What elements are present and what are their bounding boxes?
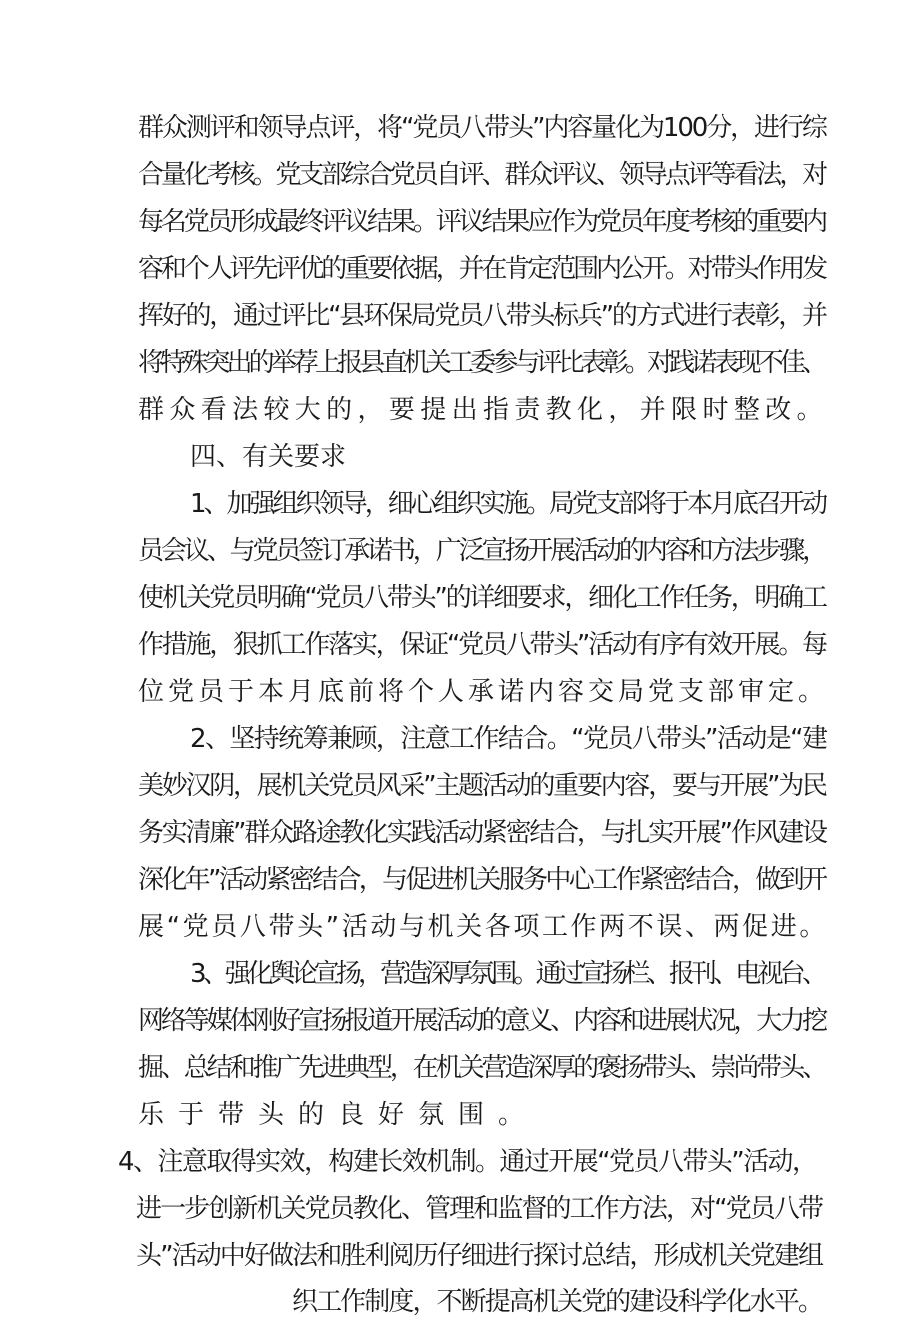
text-line: 1、加强组织领导，细心组织实施。局党支部将于本月底召开动 xyxy=(190,489,826,519)
text-line: 美妙汉阴，展机关党员风采”主题活动的重要内容，要与开展”为民 xyxy=(138,771,826,801)
text-line: 作措施，狠抓工作落实，保证“党员八带头”活动有序有效开展。每 xyxy=(138,630,826,660)
text-line: 2、坚持统筹兼顾，注意工作结合。“党员八带头”活动是“建 xyxy=(190,724,827,754)
text-line: 进一步创新机关党员教化、管理和监督的工作方法，对“党员八带 xyxy=(136,1194,823,1224)
text-line: 4、注意取得实效，构建长效机制。通过开展“党员八带头”活动， xyxy=(118,1147,817,1177)
text-line: 群众测评和领导点评，将“党员八带头”内容量化为100分，进行综 xyxy=(138,113,826,143)
text-line: 深化年”活动紧密结合，与促进机关服务中心工作紧密结合，做到开 xyxy=(138,865,826,895)
text-line: 每名党员形成最终评议结果。评议结果应作为党员年度考核的重要内 xyxy=(138,207,826,237)
text-line: 掘、总结和推广先进典型，在机关营造深厚的褒扬带头、崇尚带头、 xyxy=(138,1053,826,1083)
text-line: 容和个人评先评优的重要依据，并在肯定范围内公开。对带头作用发 xyxy=(138,254,826,284)
text-line: 员会议、与党员签订承诺书，广泛宣扬开展活动的内容和方法步骤， xyxy=(138,536,826,566)
text-line: 展“党员八带头”活动与机关各项工作两不误、两促进。 xyxy=(138,912,828,942)
text-line: 3、强化舆论宣扬，营造深厚氛围。通过宣扬栏、报刊、电视台、 xyxy=(190,959,825,989)
text-line: 群众看法较大的，要提出指责教化，并限时整改。 xyxy=(138,395,828,425)
text-line: 使机关党员明确“党员八带头”的详细要求，细化工作任务，明确工 xyxy=(138,583,826,613)
text-line: 务实清廉”群众路途教化实践活动紧密结合，与扎实开展”作风建设 xyxy=(138,818,826,848)
text-line: 织工作制度，不断提高机关党的建设科学化水平。 xyxy=(292,1287,822,1317)
text-line: 网络等媒体刚好宣扬报道开展活动的意义、内容和进展状况，大力挖 xyxy=(138,1006,826,1036)
text-line: 头”活动中好做法和胜利阅历仔细进行探讨总结，形成机关党建组 xyxy=(136,1241,823,1271)
text-line: 合量化考核。党支部综合党员自评、群众评议、领导点评等看法，对 xyxy=(138,160,826,190)
text-line: 挥好的，通过评比“县环保局党员八带头标兵”的方式进行表彰，并 xyxy=(138,301,826,331)
section-heading: 四、有关要求 xyxy=(190,442,347,472)
text-line: 位党员于本月底前将个人承诺内容交局党支部审定。 xyxy=(138,677,829,707)
text-line: 将特殊突出的举荐上报县直机关工委参与评比表彰。对践诺表现不佳、 xyxy=(138,348,825,378)
text-line: 乐于带头的良好氛围。 xyxy=(138,1100,539,1130)
